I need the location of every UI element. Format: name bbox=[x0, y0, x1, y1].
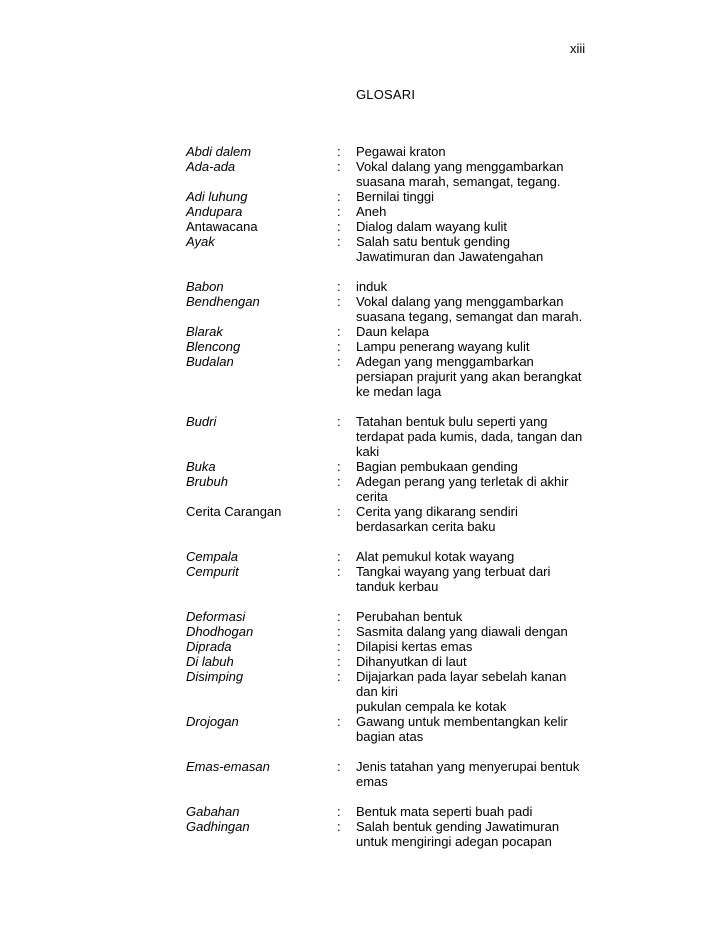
glossary-entry bbox=[0, 759, 728, 789]
glossary-separator: : bbox=[337, 324, 341, 339]
glossary-term: Gabahan bbox=[186, 804, 240, 819]
definition-line: Vokal dalang yang menggambarkan bbox=[356, 159, 564, 174]
glossary-term: Disimping bbox=[186, 669, 244, 684]
glossary-separator: : bbox=[337, 564, 341, 579]
glossary-entry bbox=[0, 804, 728, 819]
definition-line: Dilapisi kertas emas bbox=[356, 639, 473, 654]
glossary-definition bbox=[356, 339, 596, 354]
glossary-separator: : bbox=[337, 804, 341, 819]
definition-line: dan kiri bbox=[356, 684, 398, 699]
glossary-separator: : bbox=[337, 234, 341, 249]
glossary-term: Blencong bbox=[186, 339, 241, 354]
glossary-entry bbox=[0, 654, 728, 669]
definition-line: emas bbox=[356, 774, 388, 789]
definition-line: induk bbox=[356, 279, 388, 294]
glossary-separator: : bbox=[337, 414, 341, 429]
definition-line: bagian atas bbox=[356, 729, 424, 744]
page-title: GLOSARI bbox=[356, 87, 416, 102]
glossary-term: Budri bbox=[186, 414, 217, 429]
glossary-term: Cempala bbox=[186, 549, 239, 564]
glossary-term: Blarak bbox=[186, 324, 223, 339]
definition-line: Cerita yang dikarang sendiri bbox=[356, 504, 518, 519]
definition-line: Dihanyutkan di laut bbox=[356, 654, 467, 669]
glossary-entry bbox=[0, 189, 728, 204]
glossary-definition bbox=[356, 324, 596, 339]
glossary-separator: : bbox=[337, 654, 341, 669]
glossary-separator: : bbox=[337, 354, 341, 369]
entry-spacer bbox=[0, 264, 728, 279]
definition-line: Gawang untuk membentangkan kelir bbox=[356, 714, 568, 729]
glossary-term: Andupara bbox=[186, 204, 243, 219]
glossary-entry bbox=[0, 414, 728, 459]
glossary-separator: : bbox=[337, 204, 341, 219]
definition-line: Pegawai kraton bbox=[356, 144, 446, 159]
definition-line: cerita bbox=[356, 489, 388, 504]
glossary-entry bbox=[0, 144, 728, 159]
definition-line: terdapat pada kumis, dada, tangan dan bbox=[356, 429, 583, 444]
glossary-entry bbox=[0, 609, 728, 624]
glossary-entry bbox=[0, 549, 728, 564]
glossary-definition bbox=[356, 504, 596, 534]
definition-line: persiapan prajurit yang akan berangkat bbox=[356, 369, 582, 384]
glossary-definition bbox=[356, 654, 596, 669]
glossary-entry bbox=[0, 159, 728, 189]
definition-line: untuk mengiringi adegan pocapan bbox=[356, 834, 552, 849]
glossary-entry bbox=[0, 504, 728, 534]
glossary-list bbox=[0, 144, 728, 849]
glossary-definition bbox=[356, 759, 596, 789]
glossary-term: Drojogan bbox=[186, 714, 239, 729]
definition-line: Dijajarkan pada layar sebelah kanan bbox=[356, 669, 567, 684]
definition-line: Bentuk mata seperti buah padi bbox=[356, 804, 533, 819]
glossary-entry bbox=[0, 819, 728, 849]
glossary-definition bbox=[356, 564, 596, 594]
glossary-definition bbox=[356, 279, 596, 294]
glossary-term: Babon bbox=[186, 279, 224, 294]
glossary-entry bbox=[0, 564, 728, 594]
definition-line: Adegan yang menggambarkan bbox=[356, 354, 534, 369]
glossary-term: Dhodhogan bbox=[186, 624, 254, 639]
glossary-definition bbox=[356, 669, 596, 714]
glossary-entry bbox=[0, 714, 728, 744]
glossary-separator: : bbox=[337, 639, 341, 654]
glossary-term: Emas-emasan bbox=[186, 759, 270, 774]
definition-line: Daun kelapa bbox=[356, 324, 429, 339]
glossary-entry bbox=[0, 474, 728, 504]
entry-spacer bbox=[0, 594, 728, 609]
glossary-definition bbox=[356, 219, 596, 234]
definition-line: Tatahan bentuk bulu seperti yang bbox=[356, 414, 548, 429]
glossary-term: Bendhengan bbox=[186, 294, 260, 309]
glossary-entry bbox=[0, 279, 728, 294]
glossary-term: Di labuh bbox=[186, 654, 234, 669]
definition-line: Vokal dalang yang menggambarkan bbox=[356, 294, 564, 309]
glossary-term: Buka bbox=[186, 459, 216, 474]
glossary-separator: : bbox=[337, 624, 341, 639]
glossary-definition bbox=[356, 639, 596, 654]
glossary-term: Ada-ada bbox=[186, 159, 236, 174]
definition-line: Adegan perang yang terletak di akhir bbox=[356, 474, 569, 489]
glossary-term: Gadhingan bbox=[186, 819, 250, 834]
glossary-definition bbox=[356, 234, 596, 264]
glossary-definition bbox=[356, 159, 596, 189]
glossary-separator: : bbox=[337, 144, 341, 159]
glossary-definition bbox=[356, 609, 596, 624]
glossary-entry bbox=[0, 669, 728, 714]
glossary-term: Diprada bbox=[186, 639, 232, 654]
glossary-term: Budalan bbox=[186, 354, 234, 369]
glossary-separator: : bbox=[337, 759, 341, 774]
glossary-separator: : bbox=[337, 159, 341, 174]
definition-line: suasana tegang, semangat dan marah. bbox=[356, 309, 583, 324]
glossary-term: Antawacana bbox=[186, 219, 258, 234]
glossary-term: Brubuh bbox=[186, 474, 228, 489]
glossary-separator: : bbox=[337, 294, 341, 309]
glossary-definition bbox=[356, 819, 596, 849]
glossary-separator: : bbox=[337, 279, 341, 294]
glossary-separator: : bbox=[337, 609, 341, 624]
definition-line: ke medan laga bbox=[356, 384, 442, 399]
glossary-definition bbox=[356, 804, 596, 819]
glossary-definition bbox=[356, 414, 596, 459]
glossary-entry bbox=[0, 459, 728, 474]
glossary-separator: : bbox=[337, 474, 341, 489]
glossary-separator: : bbox=[337, 549, 341, 564]
entry-spacer bbox=[0, 534, 728, 549]
glossary-separator: : bbox=[337, 189, 341, 204]
glossary-term: Deformasi bbox=[186, 609, 246, 624]
glossary-entry bbox=[0, 294, 728, 324]
definition-line: Jenis tatahan yang menyerupai bentuk bbox=[356, 759, 580, 774]
glossary-term: Cempurit bbox=[186, 564, 239, 579]
glossary-separator: : bbox=[337, 504, 341, 519]
glossary-term: Cerita Carangan bbox=[186, 504, 282, 519]
glossary-term: Adi luhung bbox=[186, 189, 248, 204]
definition-line: Bagian pembukaan gending bbox=[356, 459, 518, 474]
glossary-definition bbox=[356, 294, 596, 324]
definition-line: tanduk kerbau bbox=[356, 579, 439, 594]
definition-line: Sasmita dalang yang diawali dengan bbox=[356, 624, 568, 639]
glossary-definition bbox=[356, 189, 596, 204]
glossary-separator: : bbox=[337, 714, 341, 729]
glossary-entry bbox=[0, 624, 728, 639]
definition-line: Lampu penerang wayang kulit bbox=[356, 339, 530, 354]
definition-line: kaki bbox=[356, 444, 380, 459]
entry-spacer bbox=[0, 789, 728, 804]
definition-line: Perubahan bentuk bbox=[356, 609, 463, 624]
page-number: xiii bbox=[570, 41, 586, 56]
glossary-definition bbox=[356, 144, 596, 159]
glossary-definition bbox=[356, 624, 596, 639]
glossary-separator: : bbox=[337, 819, 341, 834]
glossary-entry bbox=[0, 219, 728, 234]
glossary-term: Abdi dalem bbox=[186, 144, 252, 159]
definition-line: suasana marah, semangat, tegang. bbox=[356, 174, 561, 189]
glossary-entry bbox=[0, 324, 728, 339]
glossary-separator: : bbox=[337, 339, 341, 354]
glossary-entry bbox=[0, 339, 728, 354]
glossary-separator: : bbox=[337, 219, 341, 234]
definition-line: Salah satu bentuk gending bbox=[356, 234, 510, 249]
glossary-entry bbox=[0, 234, 728, 264]
glossary-separator: : bbox=[337, 459, 341, 474]
definition-line: Tangkai wayang yang terbuat dari bbox=[356, 564, 551, 579]
glossary-definition bbox=[356, 474, 596, 504]
glossary-definition bbox=[356, 549, 596, 564]
definition-line: Alat pemukul kotak wayang bbox=[356, 549, 515, 564]
glossary-entry bbox=[0, 204, 728, 219]
glossary-definition bbox=[356, 459, 596, 474]
definition-line: pukulan cempala ke kotak bbox=[356, 699, 507, 714]
definition-line: Jawatimuran dan Jawatengahan bbox=[356, 249, 544, 264]
glossary-definition bbox=[356, 714, 596, 744]
definition-line: Bernilai tinggi bbox=[356, 189, 435, 204]
definition-line: berdasarkan cerita baku bbox=[356, 519, 496, 534]
definition-line: Salah bentuk gending Jawatimuran bbox=[356, 819, 560, 834]
glossary-separator: : bbox=[337, 669, 341, 684]
definition-line: Dialog dalam wayang kulit bbox=[356, 219, 508, 234]
entry-spacer bbox=[0, 744, 728, 759]
glossary-term: Ayak bbox=[186, 234, 215, 249]
glossary-definition bbox=[356, 354, 596, 399]
glossary-definition bbox=[356, 204, 596, 219]
entry-spacer bbox=[0, 399, 728, 414]
glossary-entry bbox=[0, 354, 728, 399]
glossary-entry bbox=[0, 639, 728, 654]
definition-line: Aneh bbox=[356, 204, 387, 219]
